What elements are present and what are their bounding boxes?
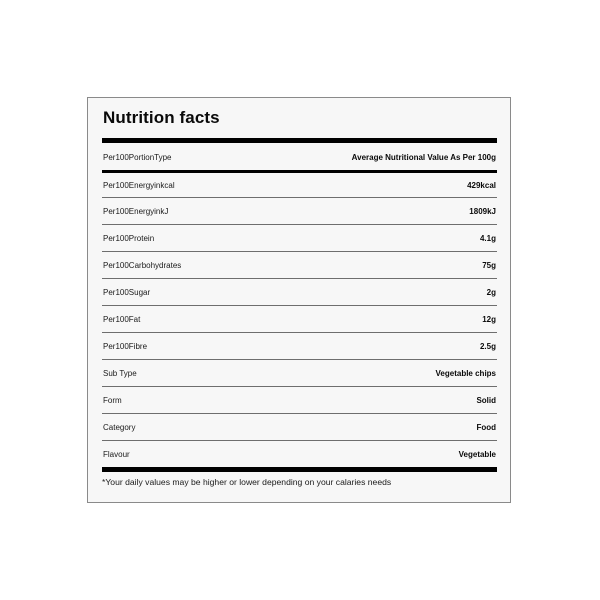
table-row-category: [102, 414, 497, 441]
row-label: Per100Fat: [103, 314, 141, 324]
row-label: Form: [103, 395, 122, 405]
table-row-protein: [102, 225, 497, 252]
row-label: Flavour: [103, 450, 130, 459]
table-row-form: [102, 387, 497, 414]
table-row-flavour: [102, 441, 497, 468]
table-row-fat: [102, 306, 497, 333]
bottom-divider: [102, 467, 497, 472]
row-value: Food: [476, 422, 496, 432]
row-label: Per100Fibre: [103, 341, 148, 351]
table-row-sub-type: [102, 360, 497, 387]
row-value: 12g: [482, 314, 496, 324]
table-row-energy-kcal: [102, 173, 497, 198]
row-label: Per100Carbohydrates: [103, 260, 182, 270]
row-value: 2g: [486, 287, 496, 297]
nutrition-facts-panel: [87, 97, 511, 503]
daily-values-footnote: *Your daily values may be higher or lower depending on your calaries needs: [102, 477, 392, 487]
row-label: Sub Type: [103, 368, 137, 378]
row-value: 4.1g: [479, 233, 496, 243]
row-label: Category: [103, 422, 136, 432]
top-divider: [102, 138, 497, 143]
table-row-sugar: [102, 279, 497, 306]
row-label: Per100PortionType: [103, 152, 172, 162]
table-row-fibre: [102, 333, 497, 360]
row-value: Vegetable: [458, 450, 496, 459]
row-value: 1809kJ: [469, 206, 496, 216]
row-value: Solid: [476, 395, 496, 405]
row-value: 429kcal: [467, 180, 496, 190]
row-label: Per100Sugar: [103, 287, 151, 297]
row-value: 2.5g: [479, 341, 496, 351]
row-label: Per100Protein: [103, 233, 155, 243]
table-row-portion-type: [102, 144, 497, 170]
table-row-energy-kj: [102, 198, 497, 225]
row-label: Per100EnergyinkJ: [103, 206, 169, 216]
row-value: 75g: [482, 260, 496, 270]
nutrition-table: [102, 144, 497, 468]
table-row-carbohydrates: [102, 252, 497, 279]
nutrition-facts-title: Nutrition facts: [103, 108, 220, 127]
row-label: Per100Energyinkcal: [103, 180, 175, 190]
row-value: Vegetable chips: [435, 368, 496, 378]
row-value: Average Nutritional Value As Per 100g: [351, 152, 496, 162]
